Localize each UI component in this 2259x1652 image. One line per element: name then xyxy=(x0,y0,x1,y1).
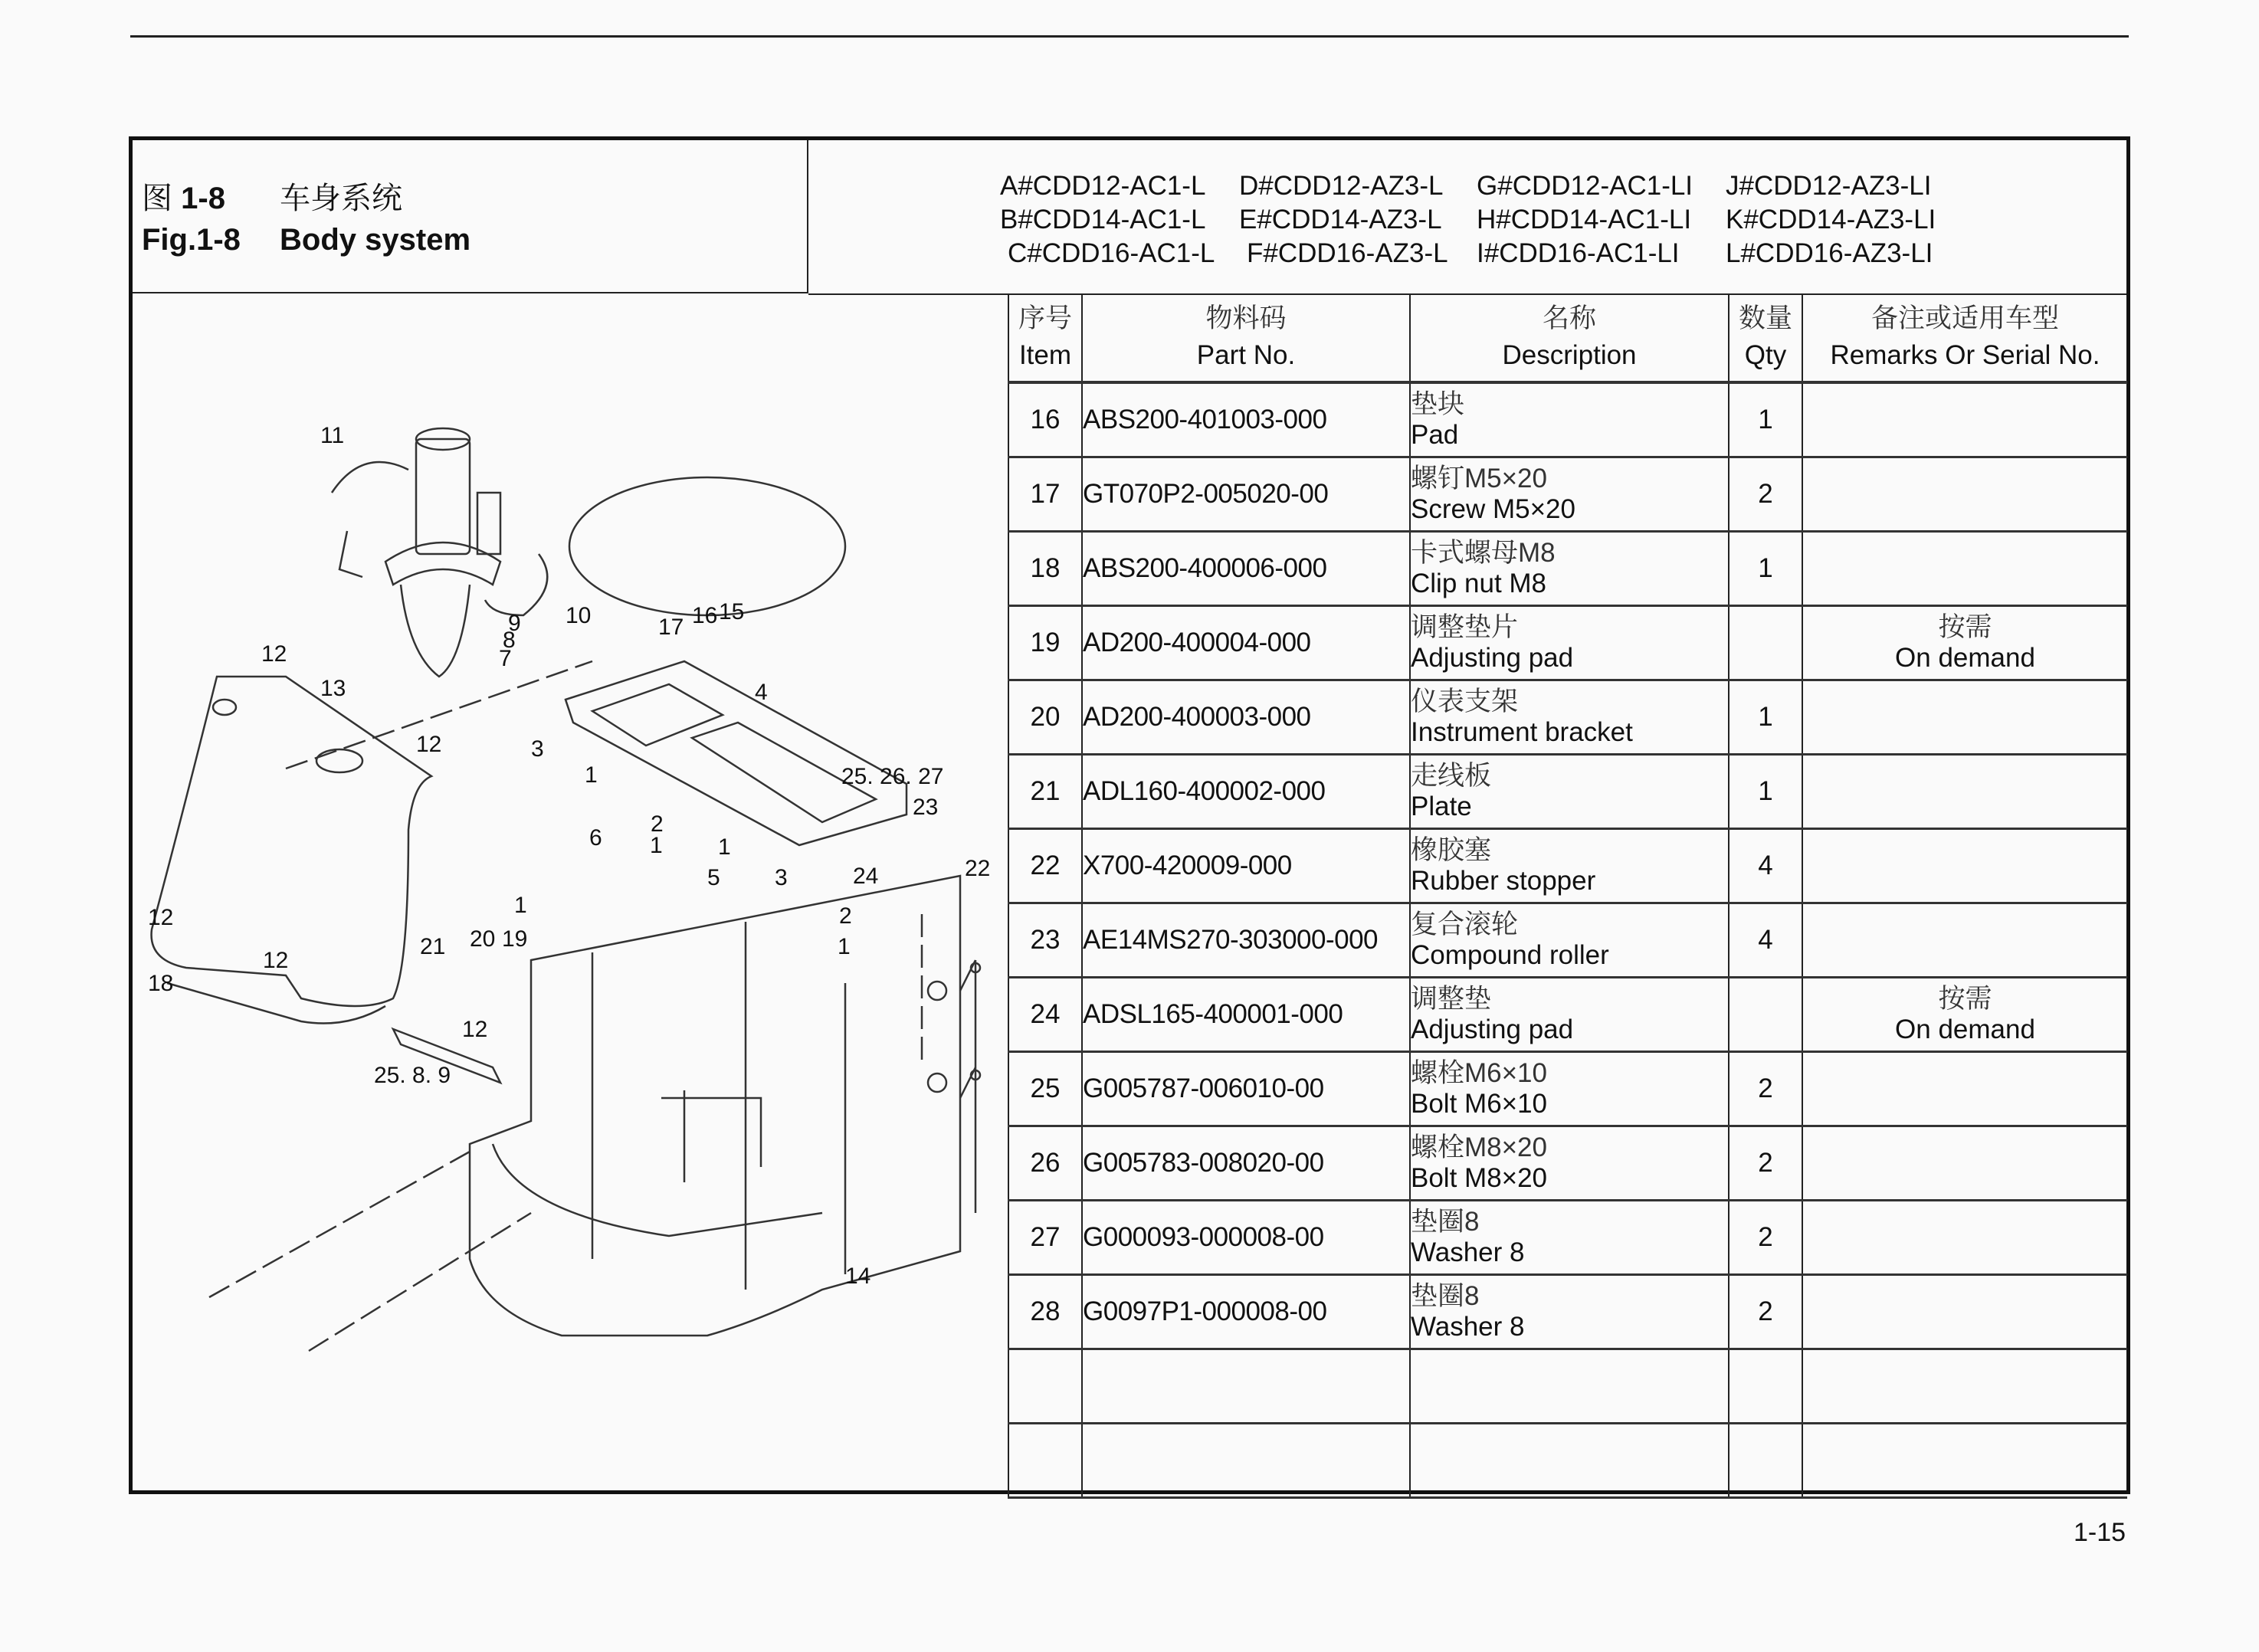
description-cell xyxy=(1410,1424,1729,1498)
remarks-cell xyxy=(1802,829,2127,903)
figure-title-block xyxy=(133,140,808,293)
svg-text:22: 22 xyxy=(965,856,991,881)
remarks-cell xyxy=(1802,532,2127,606)
part-no-cell xyxy=(1082,1424,1410,1498)
svg-text:12: 12 xyxy=(148,905,174,930)
fig-label-cn: 图 xyxy=(142,182,172,215)
item-cell xyxy=(1008,1424,1082,1498)
part-no-cell: ADL160-400002-000 xyxy=(1082,755,1410,829)
svg-text:3: 3 xyxy=(775,865,788,890)
qty-cell: 2 xyxy=(1729,1126,1802,1201)
svg-text:5: 5 xyxy=(707,865,720,890)
part-no-cell: G000093-000008-00 xyxy=(1082,1201,1410,1275)
qty-cell: 4 xyxy=(1729,903,1802,978)
svg-text:2: 2 xyxy=(839,903,852,929)
part-no-cell: AD200-400003-000 xyxy=(1082,680,1410,755)
item-cell: 19 xyxy=(1008,606,1082,680)
item-cell xyxy=(1008,1349,1082,1424)
svg-text:16: 16 xyxy=(692,603,718,628)
part-no-cell: G005783-008020-00 xyxy=(1082,1126,1410,1201)
description-cell: 垫圈8 Washer 8 xyxy=(1410,1275,1729,1349)
item-cell: 20 xyxy=(1008,680,1082,755)
model-code: H#CDD14-AC1-LI xyxy=(1477,205,1692,234)
svg-text:25. 26. 27: 25. 26. 27 xyxy=(841,764,944,789)
col-header-item: 序号 Item xyxy=(1008,293,1082,382)
svg-text:8: 8 xyxy=(503,628,516,653)
item-cell: 26 xyxy=(1008,1126,1082,1201)
svg-text:24: 24 xyxy=(853,864,879,889)
parts-page-frame xyxy=(129,136,2130,1494)
table-row xyxy=(1008,680,2127,755)
model-list xyxy=(1000,171,1956,269)
col-header-qty: 数量 Qty xyxy=(1729,293,1802,382)
svg-text:1: 1 xyxy=(585,762,598,788)
description-cell: 螺钉M5×20 Screw M5×20 xyxy=(1410,457,1729,532)
part-no-cell: ABS200-401003-000 xyxy=(1082,382,1410,457)
description-cell: 橡胶塞 Rubber stopper xyxy=(1410,829,1729,903)
svg-text:23: 23 xyxy=(913,795,939,820)
qty-cell: 2 xyxy=(1729,1201,1802,1275)
remarks-cell xyxy=(1802,903,2127,978)
description-cell: 螺栓M6×10 Bolt M6×10 xyxy=(1410,1052,1729,1126)
remarks-cell: 按需 On demand xyxy=(1802,606,2127,680)
svg-text:12: 12 xyxy=(263,948,289,973)
table-row xyxy=(1008,903,2127,978)
title-en: Body system xyxy=(280,223,471,257)
item-cell: 24 xyxy=(1008,978,1082,1052)
svg-text:7: 7 xyxy=(499,646,512,671)
qty-cell: 1 xyxy=(1729,755,1802,829)
col-header-part-no: 物料码 Part No. xyxy=(1082,293,1410,382)
svg-text:1: 1 xyxy=(838,934,851,959)
qty-cell xyxy=(1729,1424,1802,1498)
part-no-cell: X700-420009-000 xyxy=(1082,829,1410,903)
description-cell: 卡式螺母M8 Clip nut M8 xyxy=(1410,532,1729,606)
model-list-block xyxy=(808,140,2126,295)
table-row xyxy=(1008,606,2127,680)
part-no-cell: G0097P1-000008-00 xyxy=(1082,1275,1410,1349)
svg-text:20: 20 xyxy=(470,926,496,952)
qty-cell: 1 xyxy=(1729,680,1802,755)
qty-cell xyxy=(1729,606,1802,680)
item-cell: 16 xyxy=(1008,382,1082,457)
description-cell: 走线板 Plate xyxy=(1410,755,1729,829)
svg-text:12: 12 xyxy=(416,732,442,757)
body-system-exploded-view xyxy=(133,293,1008,1490)
svg-text:2: 2 xyxy=(651,811,664,837)
remarks-cell xyxy=(1802,1349,2127,1424)
item-cell: 25 xyxy=(1008,1052,1082,1126)
description-cell: 垫块 Pad xyxy=(1410,382,1729,457)
svg-text:15: 15 xyxy=(719,599,745,624)
remarks-cell xyxy=(1802,382,2127,457)
remarks-cell xyxy=(1802,755,2127,829)
model-code: G#CDD12-AC1-LI xyxy=(1477,171,1693,201)
part-no-cell: GT070P2-005020-00 xyxy=(1082,457,1410,532)
item-cell: 27 xyxy=(1008,1201,1082,1275)
svg-text:17: 17 xyxy=(658,615,684,640)
table-row xyxy=(1008,1349,2127,1424)
page-number: 1-15 xyxy=(2074,1518,2126,1547)
qty-cell: 1 xyxy=(1729,532,1802,606)
svg-text:25. 8. 9: 25. 8. 9 xyxy=(374,1063,451,1088)
description-cell: 垫圈8 Washer 8 xyxy=(1410,1201,1729,1275)
table-row xyxy=(1008,1201,2127,1275)
description-cell: 调整垫 Adjusting pad xyxy=(1410,978,1729,1052)
model-code: C#CDD16-AC1-L xyxy=(1008,238,1215,268)
remarks-cell xyxy=(1802,1126,2127,1201)
model-code: F#CDD16-AZ3-L xyxy=(1247,238,1448,268)
part-no-cell: ADSL165-400001-000 xyxy=(1082,978,1410,1052)
table-header-row xyxy=(1008,293,2127,382)
description-cell xyxy=(1410,1349,1729,1424)
model-code: E#CDD14-AZ3-L xyxy=(1239,205,1442,234)
model-code: J#CDD12-AZ3-LI xyxy=(1726,171,1932,201)
fig-number: 1-8 xyxy=(181,182,225,215)
figure-title-cn xyxy=(142,174,402,218)
model-code: A#CDD12-AC1-L xyxy=(1000,171,1206,201)
item-cell: 18 xyxy=(1008,532,1082,606)
item-cell: 17 xyxy=(1008,457,1082,532)
table-row xyxy=(1008,829,2127,903)
description-cell: 调整垫片 Adjusting pad xyxy=(1410,606,1729,680)
svg-text:4: 4 xyxy=(755,680,768,705)
item-cell: 21 xyxy=(1008,755,1082,829)
svg-text:10: 10 xyxy=(566,603,592,628)
qty-cell: 1 xyxy=(1729,382,1802,457)
svg-text:6: 6 xyxy=(589,825,602,851)
item-cell: 23 xyxy=(1008,903,1082,978)
qty-cell: 2 xyxy=(1729,1052,1802,1126)
description-cell: 螺栓M8×20 Bolt M8×20 xyxy=(1410,1126,1729,1201)
table-row xyxy=(1008,1424,2127,1498)
qty-cell: 2 xyxy=(1729,1275,1802,1349)
qty-cell xyxy=(1729,1349,1802,1424)
model-code: B#CDD14-AC1-L xyxy=(1000,205,1206,234)
figure-title-en xyxy=(142,223,470,257)
qty-cell xyxy=(1729,978,1802,1052)
remarks-cell xyxy=(1802,1201,2127,1275)
remarks-cell: 按需 On demand xyxy=(1802,978,2127,1052)
item-cell: 22 xyxy=(1008,829,1082,903)
svg-text:1: 1 xyxy=(650,833,663,858)
part-no-cell: G005787-006010-00 xyxy=(1082,1052,1410,1126)
svg-text:12: 12 xyxy=(261,641,287,667)
model-code: K#CDD14-AZ3-LI xyxy=(1726,205,1936,234)
table-row xyxy=(1008,382,2127,457)
col-header-remarks: 备注或适用车型 Remarks Or Serial No. xyxy=(1802,293,2127,382)
model-code: I#CDD16-AC1-LI xyxy=(1477,238,1680,268)
model-code: L#CDD16-AZ3-LI xyxy=(1726,238,1933,268)
part-no-cell xyxy=(1082,1349,1410,1424)
svg-text:18: 18 xyxy=(148,971,174,996)
svg-text:1: 1 xyxy=(718,834,731,860)
svg-text:9: 9 xyxy=(508,611,521,636)
table-row xyxy=(1008,755,2127,829)
remarks-cell xyxy=(1802,1275,2127,1349)
table-row xyxy=(1008,978,2127,1052)
svg-text:12: 12 xyxy=(462,1017,488,1042)
svg-text:1: 1 xyxy=(514,893,527,918)
part-no-cell: AE14MS270-303000-000 xyxy=(1082,903,1410,978)
model-code: D#CDD12-AZ3-L xyxy=(1239,171,1444,201)
svg-text:21: 21 xyxy=(420,934,446,959)
part-no-cell: ABS200-400006-000 xyxy=(1082,532,1410,606)
description-cell: 仪表支架 Instrument bracket xyxy=(1410,680,1729,755)
qty-cell: 2 xyxy=(1729,457,1802,532)
table-row xyxy=(1008,457,2127,532)
svg-text:3: 3 xyxy=(531,736,544,762)
remarks-cell xyxy=(1802,457,2127,532)
fig-label-en: Fig.1-8 xyxy=(142,223,241,257)
parts-table xyxy=(1008,293,2127,1499)
exploded-diagram xyxy=(133,293,1008,1490)
qty-cell: 4 xyxy=(1729,829,1802,903)
table-row xyxy=(1008,1126,2127,1201)
description-cell: 复合滚轮 Compound roller xyxy=(1410,903,1729,978)
top-rule xyxy=(130,35,2129,38)
table-row xyxy=(1008,1275,2127,1349)
remarks-cell xyxy=(1802,1052,2127,1126)
table-row xyxy=(1008,1052,2127,1126)
item-cell: 28 xyxy=(1008,1275,1082,1349)
remarks-cell xyxy=(1802,680,2127,755)
svg-text:13: 13 xyxy=(320,676,346,701)
svg-text:14: 14 xyxy=(845,1264,871,1289)
title-cn: 车身系统 xyxy=(280,182,403,215)
remarks-cell xyxy=(1802,1424,2127,1498)
svg-text:19: 19 xyxy=(502,926,528,952)
col-header-description: 名称 Description xyxy=(1410,293,1729,382)
part-no-cell: AD200-400004-000 xyxy=(1082,606,1410,680)
svg-text:11: 11 xyxy=(320,423,345,448)
table-row xyxy=(1008,532,2127,606)
